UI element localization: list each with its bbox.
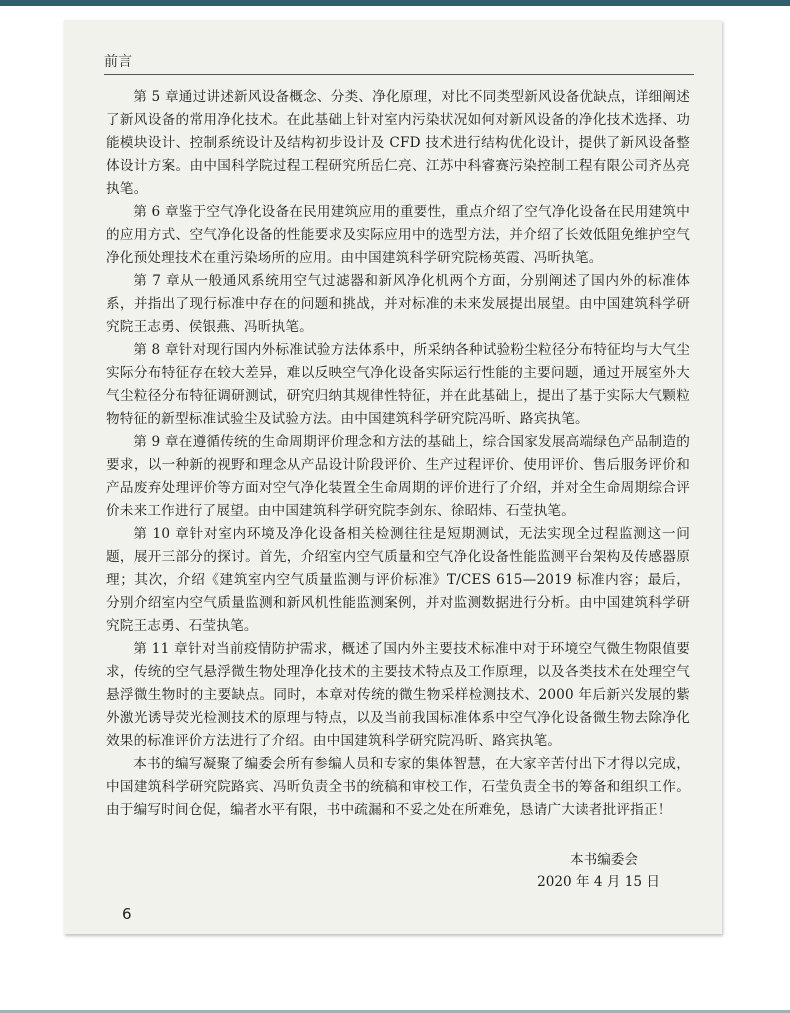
paragraph-chapter-5: 第 5 章通过讲述新风设备概念、分类、净化原理，对比不同类型新风设备优缺点，详细阐述了新风设备的常用净化技术。在此基础上针对室内污染状况如何对新风设备的净化技术选择、功能模块设计、控制系统设计及结构初步设计及 CFD 技术进行结构优化设计，提供了新风设备整体设计方案。由中国科学院过程工程研究所岳仁亮、江苏中科睿赛污染控制工程有限公司齐丛亮执笔。 <box>106 89 690 197</box>
signature-block <box>537 849 660 893</box>
paragraph-acknowledgement: 本书的编写凝聚了编委会所有参编人员和专家的集体智慧，在大家辛苦付出下才得以完成，中国建筑科学研究院路宾、冯昕负责全书的统稿和审校工作，石莹负责全书的筹备和组织工作。由于编写时间仓促，编者水平有限，书中疏漏和不妥之处在所难免，恳请广大读者批评指正！ <box>106 756 690 818</box>
editorial-committee: 本书编委会 <box>570 852 638 868</box>
paragraph-chapter-7: 第 7 章从一般通风系统用空气过滤器和新风净化机两个方面，分别阐述了国内外的标准体系，并指出了现行标准中存在的问题和挑战，并对标准的未来发展提出展望。由中国建筑科学研究院王志勇、侯银燕、冯昕执笔。 <box>106 273 690 335</box>
signature-date: 2020 年 4 月 15 日 <box>537 874 660 890</box>
header-divider <box>104 74 694 75</box>
page-number: 6 <box>122 905 132 923</box>
book-page <box>64 20 722 934</box>
paragraph-chapter-11: 第 11 章针对当前疫情防护需求，概述了国内外主要技术标准中对于环境空气微生物限值要求，传统的空气悬浮微生物处理净化技术的主要技术特点及工作原理，以及各类技术在处理空气悬浮微生物时的主要缺点。同时，本章对传统的微生物采样检测技术、2000 年后新兴发展的紫外激光诱导荧光检测技术的原理与特点，以及当前我国标准体系中空气净化设备微生物去除净化效果的标准评价方法进行了介绍。由中国建筑科学研究院冯昕、路宾执笔。 <box>106 641 690 749</box>
paragraph-chapter-6: 第 6 章鉴于空气净化设备在民用建筑应用的重要性，重点介绍了空气净化设备在民用建筑中的应用方式、空气净化设备的性能要求及实际应用中的选型方法，并介绍了长效低阻免维护空气净化预处理技术在重污染场所的应用。由中国建筑科学研究院杨英霞、冯昕执笔。 <box>106 204 690 266</box>
running-header: 前言 <box>104 54 132 70</box>
paragraph-chapter-8: 第 8 章针对现行国内外标准试验方法体系中，所采纳各种试验粉尘粒径分布特征均与大气尘实际分布特征存在较大差异，难以反映空气净化设备实际运行性能的主要问题，通过开展室外大气尘粒径分布特征调研测试，研究归纳其规律性特征，并在此基础上，提出了基于实际大气颗粒物特征的新型标准试验尘及试验方法。由中国建筑科学研究院冯昕、路宾执笔。 <box>106 342 690 427</box>
paragraph-chapter-10: 第 10 章针对室内环境及净化设备相关检测往往是短期测试，无法实现全过程监测这一问题，展开三部分的探讨。首先，介绍室内空气质量和空气净化设备性能监测平台架构及传感器原理；其次，介绍《建筑室内空气质量监测与评价标准》T/CES 615—2019 标准内容；最后，分别介绍室内空气质量监测和新风机性能监测案例，并对监测数据进行分析。由中国建筑科学研究院王志勇、石莹执笔。 <box>106 526 690 634</box>
page-body <box>106 86 690 822</box>
top-border-bar <box>0 0 790 6</box>
paragraph-chapter-9: 第 9 章在遵循传统的生命周期评价理念和方法的基础上，综合国家发展高端绿色产品制造的要求，以一种新的视野和理念从产品设计阶段评价、生产过程评价、使用评价、售后服务评价和产品废弃处理评价等方面对空气净化装置全生命周期的评价进行了介绍，并对全生命周期综合评价未来工作进行了展望。由中国建筑科学研究院李剑东、徐昭炜、石莹执笔。 <box>106 434 690 519</box>
